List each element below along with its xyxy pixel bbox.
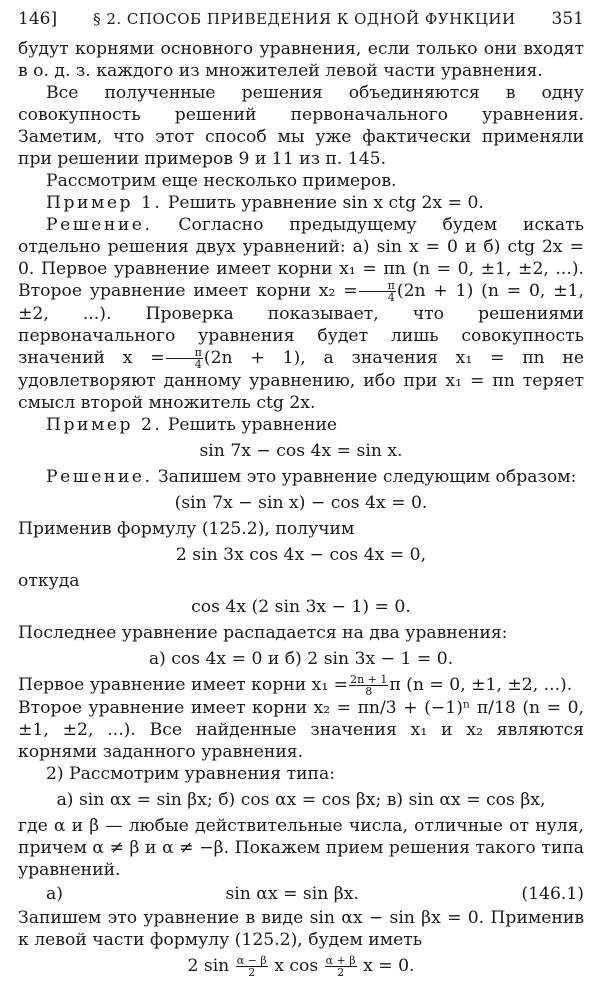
fraction-alpha-minus-beta: $\frac{\alpha - \beta}{2}$ [236, 954, 267, 979]
x2-prefix: x₂ = [318, 281, 358, 301]
paragraph: будут корнями основного уравнения, если только они входят в о. д. з. каждого из множителей левой части уравнения. [18, 39, 584, 81]
equation: 2 sin 3x cos 4x − cos 4x = 0, [175, 545, 427, 565]
example-text: Решить уравнение sin x ctg 2x = 0. [167, 193, 484, 213]
example-label: Пример 2. [46, 415, 163, 435]
solution-label: Решение. [46, 215, 153, 235]
fraction-2n1-8: $\frac{2n + 1}{8}$ [350, 673, 388, 698]
example-label: Пример 1. [46, 193, 163, 213]
paragraph: 2) Рассмотрим уравнения типа: [46, 764, 336, 784]
example-1 [18, 192, 584, 214]
paragraph: Первое уравнение имеет корни x₁ = $\frac{2n + 1}{8}$ π (n = 0, ±1, ±2, ...). [18, 673, 573, 698]
equation: sin 7x − cos 4x = sin x. [199, 441, 403, 461]
solution-text: Согласно предыдущему будем искать отдельно решения двух уравнений: а) sin x = 0 и б) ctg 2x = 0. Первое уравнение имеет корни x₁ = πn (n = 0, ±1, ±2, ...). Второе уравнение имеет корни [18, 215, 584, 301]
solution-1 [18, 214, 584, 414]
equation: sin αx = sin βx. [225, 884, 359, 904]
solution-text: (2n + 1), а значения x₁ = πn не удовлетворяют данному уравнению, ибо при x₁ = πn теряет смысл второй множитель ctg 2x. [18, 348, 585, 413]
example-text: Решить уравнение [167, 415, 338, 435]
paragraph: Рассмотрим еще несколько примеров. [46, 171, 397, 191]
equation: 2 sin $\frac{\alpha - \beta}{2}$ x cos $\frac{\alpha + \beta}{2}$ x = 0. [187, 954, 415, 979]
solution-text: Проверка показывает, что решениями первоначального уравнения будет лишь совокупность значений [18, 304, 585, 368]
paragraph: где α и β — любые действительные числа, отличные от нуля, причем α ≠ β и α ≠ −β. Покажем прием решения такого типа уравнений. [18, 816, 584, 880]
numbered-equation [18, 883, 584, 905]
book-page [18, 8, 584, 982]
x-prefix: x = [122, 348, 165, 368]
fraction-pi-4: $\frac{\pi}{4}$ [166, 347, 203, 370]
example-2 [18, 414, 584, 436]
equation-number: (146.1) [521, 884, 584, 904]
page-number: 351 [551, 9, 584, 29]
solution-text: (2n + 1) (n = 0, ±1, ±2, ...). [18, 281, 584, 324]
equation: а) cos 4x = 0 и б) 2 sin 3x − 1 = 0. [148, 649, 454, 669]
paragraph: Запишем это уравнение в виде sin αx − sin βx = 0. Применив к левой части формулу (125.2), будем иметь [18, 908, 584, 950]
header-left: 146] [18, 9, 58, 29]
section-title: § 2. СПОСОБ ПРИВЕДЕНИЯ К ОДНОЙ ФУНКЦИИ [93, 10, 516, 28]
paragraph: Последнее уравнение распадается на два уравнения: [18, 623, 508, 643]
equation: а) sin αx = sin βx; б) cos αx = cos βx; в) sin αx = cos βx, [56, 790, 546, 810]
running-header [18, 8, 584, 34]
solution-text: Запишем это уравнение следующим образом: [157, 467, 577, 487]
fraction-pi-4: $\frac{\pi}{4}$ [359, 280, 396, 303]
equation: cos 4x (2 sin 3x − 1) = 0. [191, 597, 411, 617]
solution-2 [18, 466, 584, 488]
paragraph: откуда [18, 571, 80, 591]
paragraph: Второе уравнение имеет корни x₂ = πn/3 + (−1)ⁿ π/18 (n = 0, ±1, ±2, ...). Все найденные значения x₁ и x₂ являются корнями заданного уравнения. [18, 698, 584, 762]
paragraph: Все полученные решения объединяются в одну совокупность решений первоначального уравнения. Заметим, что этот способ мы уже фактически применяли при решении примеров 9 и 11 из п. 145. [18, 83, 584, 169]
paragraph: Применив формулу (125.2), получим [18, 519, 355, 539]
solution-label: Решение. [46, 467, 153, 487]
fraction-alpha-plus-beta: $\frac{\alpha + \beta}{2}$ [325, 954, 356, 979]
equation: (sin 7x − sin x) − cos 4x = 0. [174, 493, 428, 513]
equation-label: а) [46, 884, 63, 904]
